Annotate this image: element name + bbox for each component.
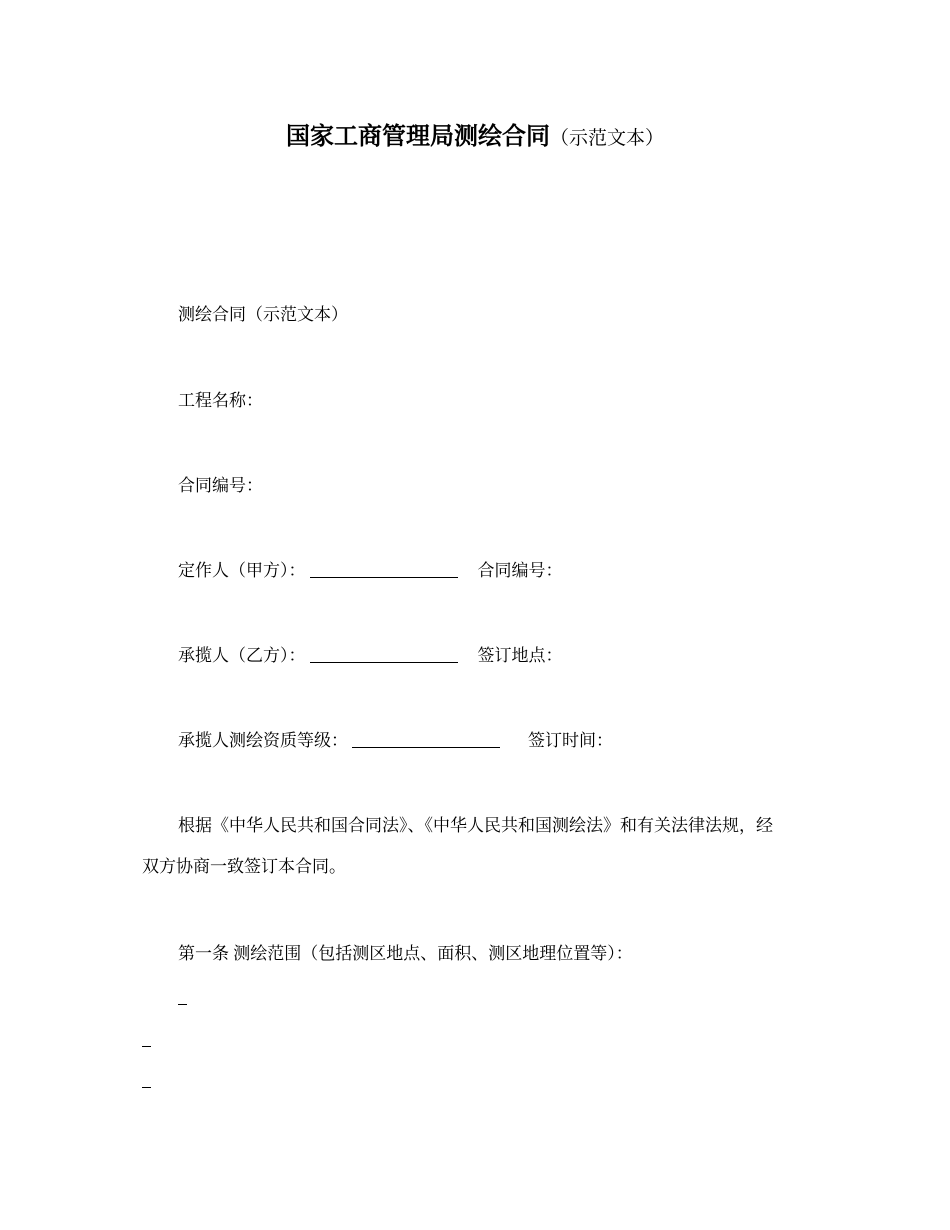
basis-paragraph-line-1: 根据《中华人民共和国合同法》、《中华人民共和国测绘法》和有关法律法规，经 — [178, 816, 773, 835]
qualification-row — [178, 731, 613, 751]
title-main: 国家工商管理局测绘合同 — [285, 122, 550, 150]
party-b-row — [178, 646, 563, 666]
signing-place-label: 签订地点： — [477, 646, 563, 665]
document-title — [0, 116, 950, 151]
project-name-label: 工程名称： — [178, 391, 263, 410]
qualification-blank[interactable] — [352, 731, 500, 748]
party-b-label: 承揽人（乙方）： — [178, 646, 306, 665]
doc-name: 测绘合同（示范文本） — [178, 305, 348, 324]
party-a-row — [178, 561, 563, 581]
blank-line-1[interactable] — [178, 990, 187, 1010]
party-a-label: 定作人（甲方）： — [178, 561, 306, 580]
signing-time-label: 签订时间： — [528, 731, 613, 750]
party-a-blank[interactable] — [310, 561, 458, 578]
article-1-heading: 第一条 测绘范围（包括测区地点、面积、测区地理位置等）： — [178, 944, 633, 963]
title-suffix: （示范文本） — [549, 128, 664, 149]
party-a-contract-no-label: 合同编号： — [477, 561, 563, 580]
blank-line-3[interactable] — [142, 1073, 151, 1093]
contract-no-label: 合同编号： — [178, 476, 263, 495]
basis-paragraph-line-2: 双方协商一致签订本合同。 — [142, 857, 346, 876]
qualification-label: 承揽人测绘资质等级： — [178, 731, 348, 750]
party-b-blank[interactable] — [310, 646, 458, 663]
blank-line-2[interactable] — [142, 1032, 151, 1052]
